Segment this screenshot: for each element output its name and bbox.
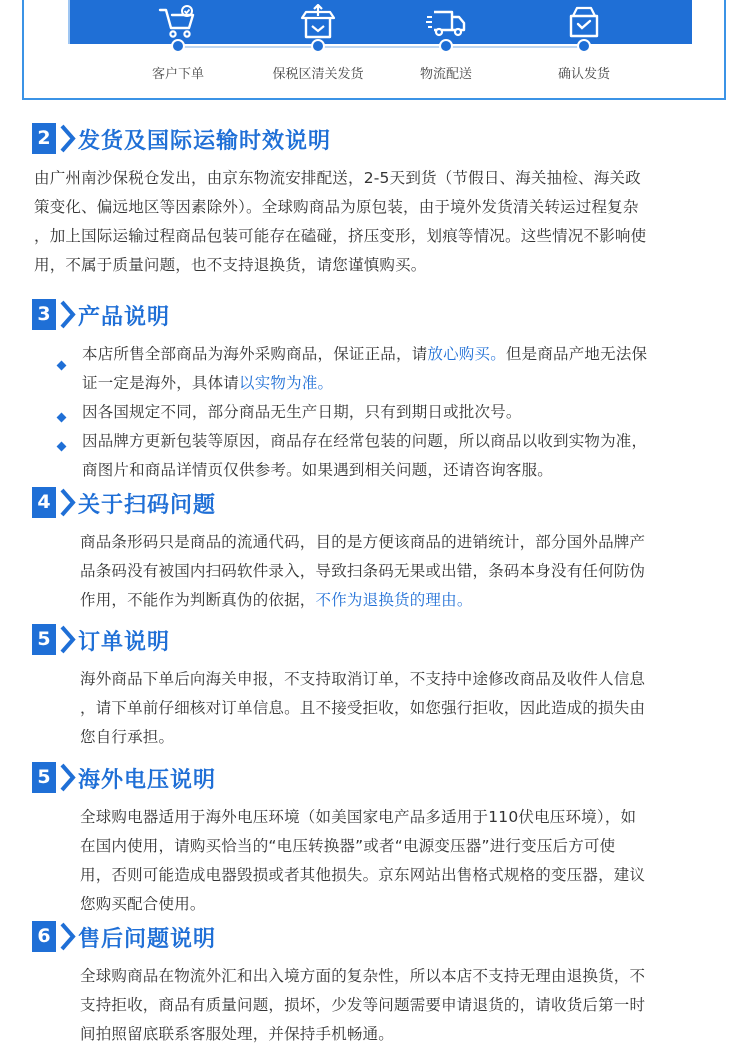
- diamond-bullet-icon: [57, 361, 67, 371]
- section-title: 售后问题说明: [78, 927, 217, 952]
- body-line: ，请下单前仔细核对订单信息。且不接受拒收，如您强行拒收，因此造成的损失由: [80, 699, 646, 717]
- section-header: [32, 298, 532, 332]
- chevron-right-icon: [59, 624, 77, 655]
- section-title: 产品说明: [78, 305, 171, 330]
- section-body: [80, 665, 645, 752]
- confirm-box-icon: [564, 4, 604, 40]
- process-timeline: [178, 46, 586, 48]
- body-line: 品条码没有被国内扫码软件录入，导致扫条码无果或出错，条码本身没有任何防伪: [80, 562, 646, 580]
- bullet-line: 证一定是海外，具体请以实物为准。: [82, 374, 334, 392]
- process-dot: [439, 39, 453, 53]
- section-header: [32, 761, 532, 795]
- section-header: [32, 920, 532, 954]
- diamond-bullet-icon: [57, 413, 67, 423]
- body-line: 策变化、偏远地区等因素除外）。全球购商品为原包装，由于境外发货清关转运过程复杂: [34, 198, 639, 216]
- section-header: [32, 122, 532, 156]
- body-line: 用，否则可能造成电器毁损或者其他损失。京东网站出售格式规格的变压器，建议: [80, 866, 646, 884]
- package-box-icon: [298, 4, 338, 40]
- body-line: 您购买配合使用。: [80, 895, 206, 913]
- body-line: 支持拒收，商品有质量问题，损坏，少发等问题需要申请退货的，请收货后第一时: [80, 996, 646, 1014]
- chevron-right-icon: [59, 921, 77, 952]
- bullet-item: [82, 340, 647, 398]
- bullet-list: [82, 340, 647, 485]
- bullet-item: [82, 398, 647, 427]
- body-line: 海外商品下单后向海关申报，不支持取消订单，不支持中途修改商品及收件人信息: [80, 670, 646, 688]
- section-title: 发货及国际运输时效说明: [78, 129, 332, 154]
- section-body: [34, 164, 646, 280]
- chevron-right-icon: [59, 299, 77, 330]
- body-line: 商品条形码只是商品的流通代码，目的是方便该商品的进销统计，部分国外品牌产: [80, 533, 646, 551]
- body-line: 由广州南沙保税仓发出，由京东物流安排配送，2-5天到货（节假日、海关抽检、海关政: [34, 169, 641, 187]
- shopping-cart-icon: [158, 4, 198, 40]
- body-line: 用，不属于质量问题，也不支持退换货，请您谨慎购买。: [34, 256, 427, 274]
- process-step-label: 客户下单: [151, 67, 204, 82]
- body-line: 作用，不能作为判断真伪的依据，不作为退换货的理由。: [80, 591, 473, 609]
- section-title: 海外电压说明: [78, 768, 217, 793]
- body-line: 在国内使用，请购买恰当的“电压转换器”或者“电源变压器”进行变压后方可使: [80, 837, 616, 855]
- section-number-badge: 2: [32, 123, 56, 154]
- section-number-badge: 3: [32, 299, 56, 330]
- section-body: [80, 528, 645, 615]
- highlight-text: 放心购买。: [427, 345, 506, 363]
- bullet-item: [82, 427, 647, 485]
- section-body: [80, 803, 645, 919]
- section-number-badge: 6: [32, 921, 56, 952]
- diamond-bullet-icon: [57, 442, 67, 452]
- highlight-text: 不作为退换货的理由。: [315, 591, 473, 609]
- section-header: [32, 486, 532, 520]
- chevron-right-icon: [59, 762, 77, 793]
- highlight-text: 以实物为准。: [239, 374, 334, 392]
- chevron-right-icon: [59, 123, 77, 154]
- chevron-right-icon: [59, 487, 77, 518]
- process-step-label: 保税区清关发货: [272, 67, 364, 82]
- body-line: 全球购商品在物流外汇和出入境方面的复杂性，所以本店不支持无理由退换货，不: [80, 967, 646, 985]
- section-header: [32, 623, 532, 657]
- bullet-line: 因品牌方更新包装等原因，商品存在经常包装的问题，所以商品以收到实物为准，: [82, 432, 648, 450]
- bullet-line: 本店所售全部商品为海外采购商品，保证正品，请放心购买。但是商品产地无法保: [82, 345, 648, 363]
- body-line: 间拍照留底联系客服处理，并保持手机畅通。: [80, 1025, 395, 1043]
- bullet-line: 因各国规定不同，部分商品无生产日期，只有到期日或批次号。: [82, 403, 522, 421]
- section-body: [80, 962, 645, 1049]
- process-dot: [577, 39, 591, 53]
- process-dot: [171, 39, 185, 53]
- process-step-label: 物流配送: [419, 67, 472, 82]
- process-step-label: 确认发货: [557, 67, 610, 82]
- body-line: ，加上国际运输过程商品包装可能存在磕碰，挤压变形，划痕等情况。这些情况不影响使: [34, 227, 647, 245]
- process-dot: [311, 39, 325, 53]
- section-title: 订单说明: [78, 630, 171, 655]
- bullet-line: 商图片和商品详情页仅供参考。如果遇到相关问题，还请咨询客服。: [82, 461, 554, 479]
- delivery-truck-icon: [422, 4, 470, 40]
- body-line: 您自行承担。: [80, 728, 175, 746]
- section-number-badge: 5: [32, 762, 56, 793]
- section-number-badge: 4: [32, 487, 56, 518]
- section-number-badge: 5: [32, 624, 56, 655]
- section-title: 关于扫码问题: [78, 493, 217, 518]
- body-line: 全球购电器适用于海外电压环境（如美国家电产品多适用于110伏电压环境），如: [80, 808, 637, 826]
